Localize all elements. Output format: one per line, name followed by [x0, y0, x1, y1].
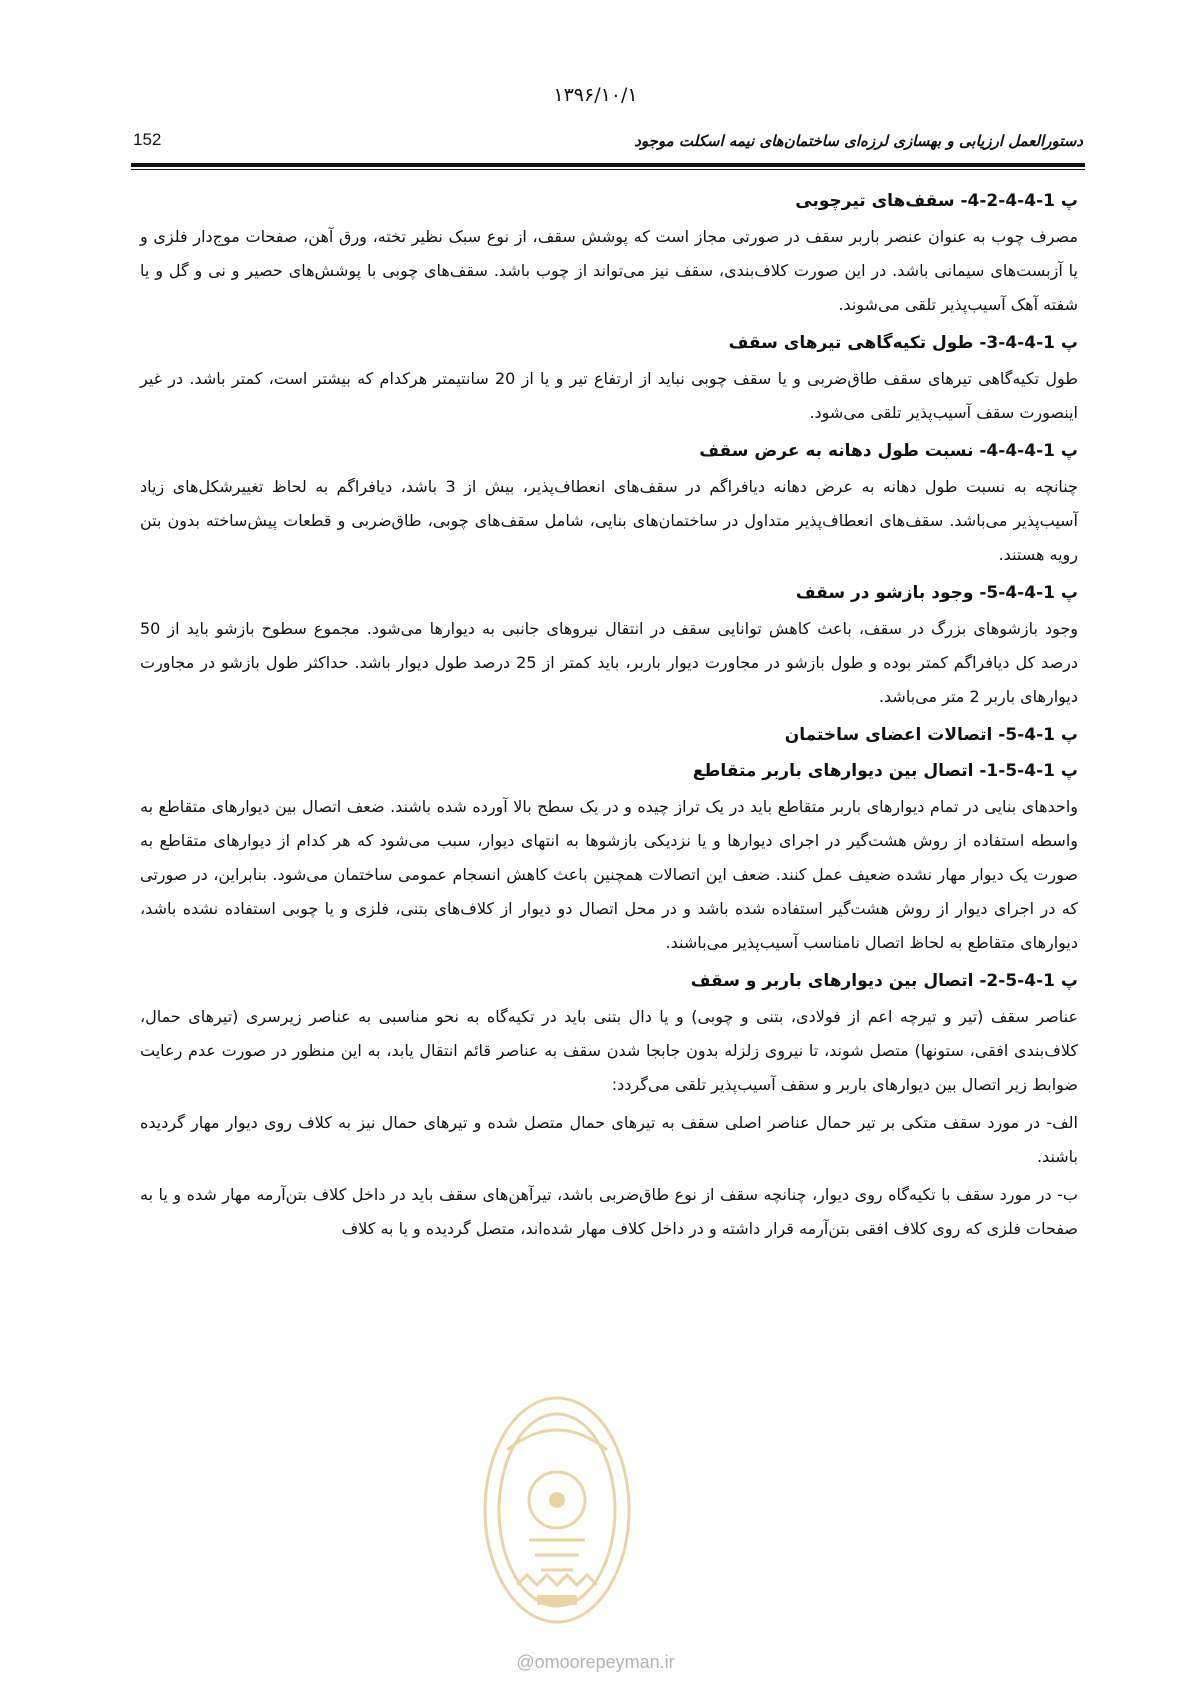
section-paragraph: عناصر سقف (تیر و تیرچه اعم از فولادی، بتنی و چوبی) و یا دال بتنی باید در تکیه‌گاه به نحو مناسبی به عناصر زیرسری (تیرهای حمال، کلاف‌بندی افقی، ستونها) متصل شوند، تا نیروی زلزله بدون جابجا شدن سقف به عناصر قائم انتقال یابد، به این منظور در صورت عدم رعایت ضوابط زیر اتصال بین دیوارهای باربر و سقف آسیب‌پذیر تلقی می‌گردد:	[140, 1007, 1078, 1094]
page-date: ۱۳۹۶/۱۰/۱	[553, 84, 638, 106]
section-paragraph: وجود بازشوهای بزرگ در سقف، باعث کاهش توانایی سقف در انتقال نیروهای جانبی به دیوارها می‌شود. مجموع سطوح بازشو باید از 50 درصد کل دیافراگم کمتر بوده و طول بازشو در مجاورت دیوار باربر، باید کمتر از 25 درصد طول دیوار باشد. حداکثر طول بازشو در مجاورت دیوارهای باربر 2 متر می‌باشد.	[140, 619, 1079, 706]
document-body	[140, 184, 1078, 1250]
section-heading: پ 1-4-4-4- نسبت طول دهانه به عرض سقف	[699, 441, 1078, 461]
watermark-seal-icon	[477, 1390, 637, 1630]
list-item: الف- در مورد سقف متکی بر تیر حمال عناصر اصلی سقف به تیرهای حمال متصل شده و تیرهای حمال نیز به کلاف روی دیوار مهار گردیده باشند.	[140, 1113, 1078, 1166]
header-rule-thin	[131, 169, 1085, 170]
section-paragraph: چنانچه به نسبت طول دهانه به عرض دهانه دیافراگم در سقف‌های انعطاف‌پذیر، بیش از 3 باشد، دیافراگم به لحاظ تغییرشکل‌های زیاد آسیب‌پذیر می‌باشد. سقف‌های انعطاف‌پذیر متداول در ساختمان‌های بنایی، شامل سقف‌های چوبی، طاق‌ضربی و قطعات پیش‌ساخته بدون بتن رویه هستند.	[140, 477, 1078, 564]
section-heading: پ 1-4-4-5- وجود بازشو در سقف	[795, 583, 1078, 603]
section-paragraph: مصرف چوب به عنوان عنصر باربر سقف در صورتی مجاز است که پوشش سقف، از نوع سبک نظیر تخته، ورق آهن، صفحات موج‌دار فلزی و یا آزبست‌های سیمانی باشد. در این صورت کلاف‌بندی، سقف نیز می‌تواند از چوب باشد. سقف‌های چوبی با پوشش‌های حصیر و نی و گل و یا شفته آهک آسیب‌پذیر تلقی می‌شوند.	[140, 227, 1078, 314]
section-heading: پ 1-4-5-2- اتصال بین دیوارهای باربر و سقف	[690, 971, 1078, 991]
page-number: 152	[133, 130, 162, 149]
section-heading: پ 1-4-4-3- طول تکیه‌گاهی تیرهای سقف	[728, 333, 1078, 353]
header-rule-thick	[131, 163, 1085, 167]
section-heading: پ 1-4-4-2-4- سقف‌های تیرچوبی	[795, 191, 1078, 211]
section-heading: پ 1-4-5- اتصالات اعضای ساختمان	[784, 725, 1078, 745]
running-title: دستورالعمل ارزیابی و بهسازی لرزه‌ای ساختمان‌های نیمه اسکلت موجود	[634, 132, 1083, 150]
page-header	[133, 130, 1083, 160]
section-heading: پ 1-4-5-1- اتصال بین دیوارهای باربر متقاطع	[692, 761, 1078, 781]
website-watermark: @omoorepeyman.ir	[516, 1652, 675, 1672]
section-paragraph: طول تکیه‌گاهی تیرهای سقف طاق‌ضربی و یا سقف چوبی نباید از ارتفاع تیر و یا از 20 سانتیمتر هرکدام که بیشتر است، کمتر باشد. در غیر اینصورت سقف آسیب‌پذیر تلقی می‌شود.	[140, 369, 1079, 422]
list-item: ب- در مورد سقف با تکیه‌گاه روی دیوار، چنانچه سقف از نوع طاق‌ضربی باشد، تیرآهن‌های سقف باید در داخل کلاف بتن‌آرمه مهار شده و یا به صفحات فلزی که روی کلاف افقی بتن‌آرمه قرار داشته و در داخل کلاف مهار شده‌اند، متصل گردیده و یا به کلاف	[140, 1185, 1078, 1238]
section-paragraph: واحدهای بنایی در تمام دیوارهای باربر متقاطع باید در یک تراز چیده و در یک سطح بالا آورده شده باشند. ضعف اتصال بین دیوارهای متقاطع به واسطه استفاده از روش هشت‌گیر در اجرای دیوارها و یا نزدیکی بازشوها به انتهای دیوار، سبب می‌شود که هر کدام از دیوارهای متقاطع به صورت یک دیوار مهار نشده ضعیف عمل کنند. ضعف این اتصالات همچنین باعث کاهش انسجام عمومی ساختمان می‌شود. بنابراین، در صورتی که در اجرای دیوار از روش هشت‌گیر استفاده شده باشد و در محل اتصال دو دیوار از کلاف‌های بتنی، فلزی و یا چوبی استفاده نشده باشد، دیوارهای متقاطع به لحاظ اتصال نامناسب آسیب‌پذیر می‌باشند.	[140, 797, 1078, 952]
